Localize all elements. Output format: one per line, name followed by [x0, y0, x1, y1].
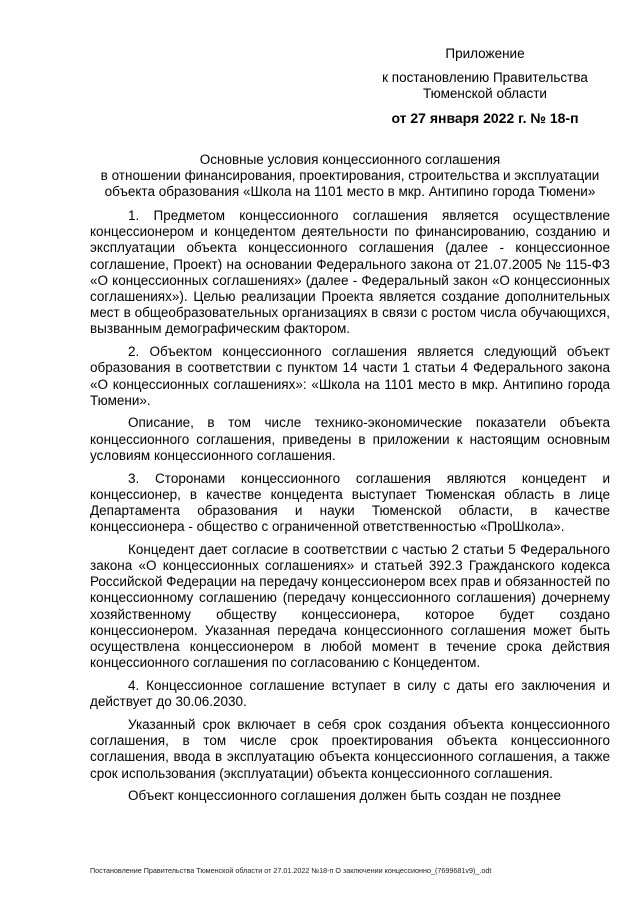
paragraph-subject: 1. Предметом концессионного соглашения является осуществление концессионером и концедентом деятельности по финансированию, созданию и эксплуатации объекта концессионного соглашения (далее - концессионное соглашение, Проект) на основании Федерального закона от 21.07.2005 № 115-ФЗ «О концессионных соглашениях» (далее - Федеральный закон «О концессионных соглашениях»). Целью реализации Проекта является создание дополнительных мест в общеобразовательных организациях в связи с ростом числа обучающихся, вызванным демографическим фактором.: [90, 208, 610, 337]
paragraph-deadline: Объект концессионного соглашения должен быть создан не позднее: [128, 788, 561, 804]
paragraph-parties: 3. Сторонами концессионного соглашения являются концедент и концессионер, в качестве концедента выступает Тюменская область в лице Департамента образования и науки Тюменской области, в качестве концессионера - общество с ограниченной ответственностью «ПроШкола».: [90, 470, 610, 535]
paragraph-consent: Концедент дает согласие в соответствии с частью 2 статьи 5 Федерального закона «О концессионных соглашениях» и статьей 392.3 Гражданского кодекса Российской Федерации на передачу концессионером всех прав и обязанностей по концессионному соглашению (передачу концессионного соглашения) дочернему хозяйственному обществу концессионера, которое будет создано концессионером. Указанная передача концессионного соглашения может быть осуществлена концессионером в любой момент в течение срока действия концессионного соглашения по согласованию с Концедентом.: [90, 541, 610, 671]
appendix-decree-line: к постановлению Правительства: [382, 70, 588, 85]
appendix-label: Приложение: [445, 46, 525, 61]
appendix-date-number: от 27 января 2022 г. № 18-п: [391, 110, 579, 126]
document-body: [90, 208, 610, 811]
paragraph-object: 2. Объектом концессионного соглашения является следующий объект образования в соответствии с пунктом 14 части 1 статьи 4 Федерального закона «О концессионных соглашениях»: «Школа на 1101 место в мкр. Антипино города Тюмени».: [90, 344, 610, 408]
document-title: [90, 152, 610, 200]
page-footer: Постановление Правительства Тюменской области от 27.01.2022 №18-п О заключении концессионно_(7699681v9)_.odt: [90, 866, 492, 875]
title-line-3: объекта образования «Школа на 1101 место в мкр. Антипино города Тюмени»: [104, 184, 596, 199]
appendix-region-line: Тюменской области: [423, 86, 547, 101]
paragraph-description: Описание, в том числе технико-экономические показатели объекта концессионного соглашения, приведены в приложении к настоящим основным условиям концессионного соглашения.: [90, 415, 610, 463]
paragraph-term-details: Указанный срок включает в себя срок создания объекта концессионного соглашения, в том числе срок проектирования объекта концессионного соглашения, ввода в эксплуатацию объекта концессионного соглашения, а также срок использования (эксплуатации) объекта концессионного соглашения.: [90, 716, 610, 781]
paragraph-term: 4. Концессионное соглашение вступает в силу с даты его заключения и действует до 30.06.2030.: [90, 677, 610, 710]
title-line-2: в отношении финансирования, проектирования, строительства и эксплуатации: [100, 168, 600, 183]
title-line-1: Основные условия концессионного соглашения: [199, 152, 501, 167]
